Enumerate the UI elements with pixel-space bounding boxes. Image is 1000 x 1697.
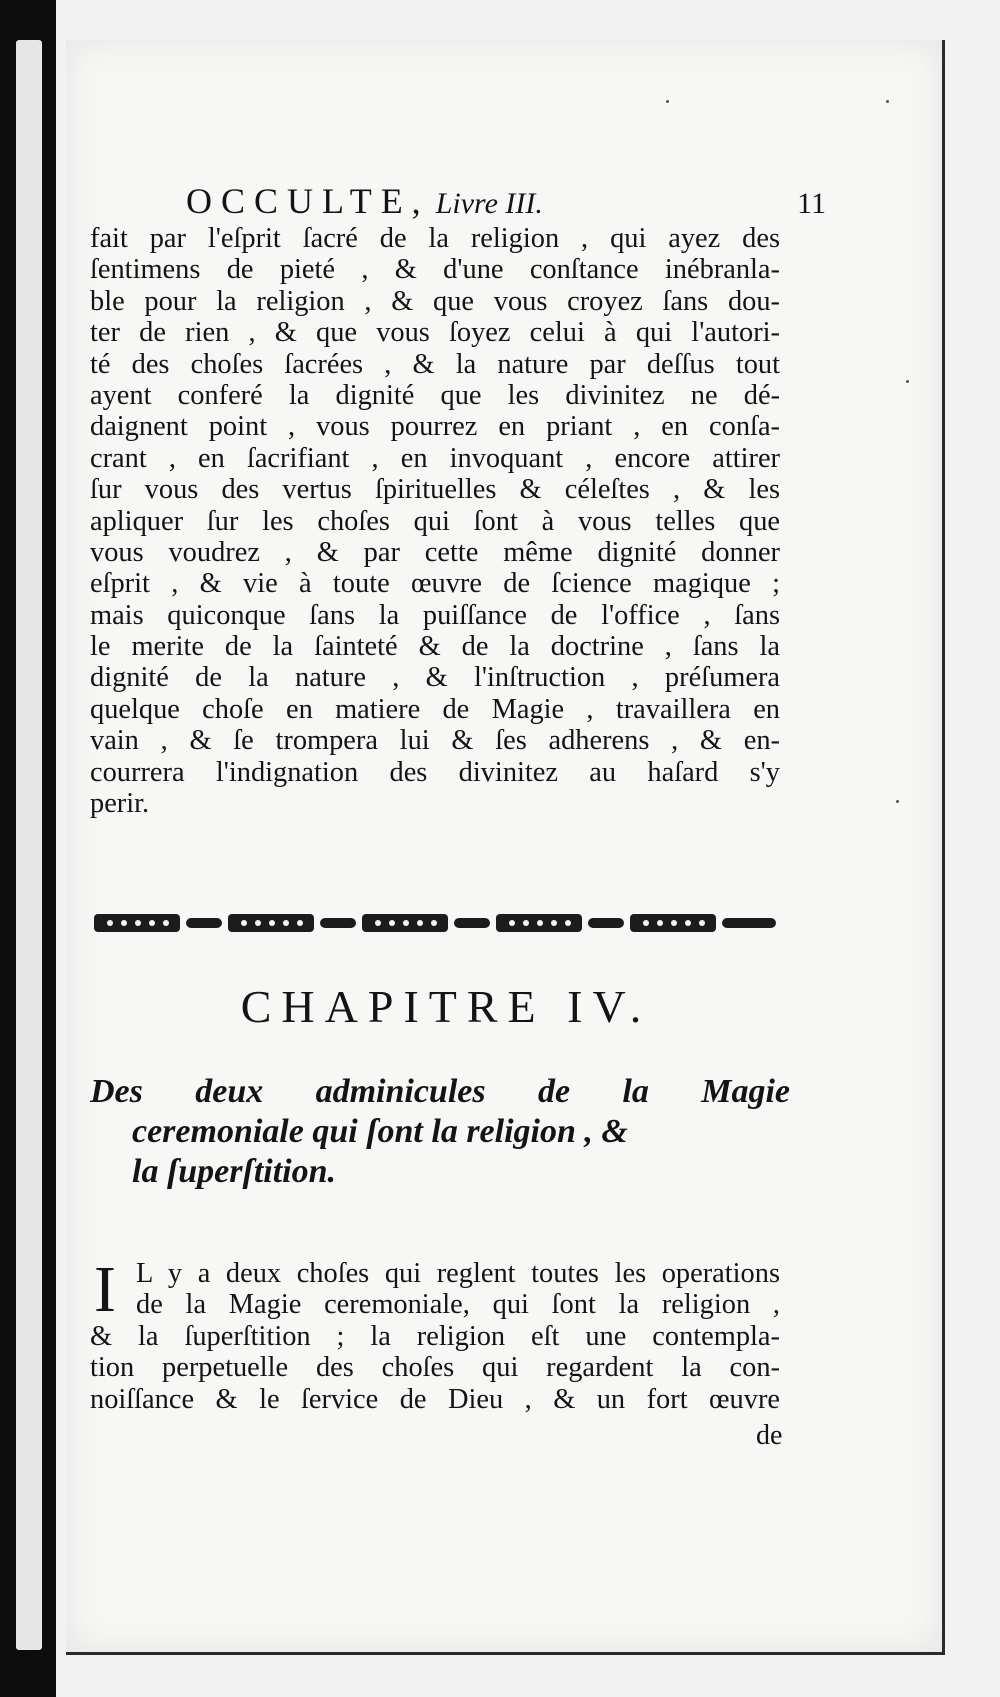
text-line: dignité de la nature , & l'inſtruction , préſumera [90,662,780,694]
chapter-title: CHAPITRE IV. [240,981,652,1032]
ornamental-divider [90,908,780,938]
book-label: Livre III. [435,187,543,220]
text-line: ter de rien , & que vous ſoyez celui à qui l'autori- [90,317,780,349]
text-line: tion perpetuelle des choſes qui regardent la con- [90,1352,780,1384]
chapter-subtitle [90,1072,790,1192]
text-line: apliquer ſur les choſes qui ſont à vous telles que [90,505,780,537]
text-line: vous voudrez , & par cette même dignité donner [90,536,780,568]
text-line: de la Magie ceremoniale, qui ſont la religion , [136,1289,780,1321]
text-line: eſprit , & vie à toute œuvre de ſcience magique ; [90,568,780,600]
text-line: ſur vous des vertus ſpirituelles & céleſtes , & les [90,474,780,506]
drop-capital: I [94,1253,116,1326]
page-number: 11 [797,187,826,220]
subtitle-line: ceremoniale qui ſont la religion , & [132,1113,628,1150]
paper-speck [896,800,899,803]
text-line: té des choſes ſacrées , & la nature par deſſus tout [90,348,780,380]
text-line: quelque choſe en matiere de Magie , travaillera en [90,693,780,725]
body-paragraph [90,223,780,819]
facing-page-edge [16,40,42,1650]
text-line: crant , en ſacrifiant , en invoquant , encore attirer [90,442,780,474]
text-line: daignent point , vous pourrez en priant , en conſa- [90,411,780,443]
text-line: fait par l'eſprit ſacré de la religion , qui ayez des [90,223,780,254]
text-line: vain , & ſe trompera lui & ſes adherens , & en- [90,725,780,757]
paper-speck [886,100,889,103]
running-title: OCCULTE, [186,181,430,221]
book-page [66,40,945,1655]
text-line: noiſſance & le ſervice de Dieu , & un fort œuvre [90,1383,780,1415]
subtitle-line: la ſuperſtition. [132,1153,337,1190]
paper-speck [666,100,669,103]
paper-speck [906,380,909,383]
text-line: ble pour la religion , & que vous croyez ſans dou- [90,285,780,317]
text-line: L y a deux choſes qui reglent toutes les operations [136,1258,780,1289]
chapter-intro-paragraph [90,1253,780,1415]
text-line: courrera l'indignation des divinitez au haſard s'y [90,756,780,788]
text-line: le merite de la ſainteté & de la doctrine , ſans la [90,631,780,663]
text-line: perir. [90,788,150,820]
subtitle-line: Des deux adminicules de la Magie [90,1073,790,1110]
text-line: mais quiconque ſans la puiſſance de l'office , ſans [90,599,780,631]
catchword: de [756,1420,783,1451]
text-line: ayent conferé la dignité que les divinitez ne dé- [90,379,780,411]
text-line: & la ſuperſtition ; la religion eſt une contempla- [90,1320,780,1352]
text-line: ſentimens de pieté , & d'une conſtance inébranla- [90,254,780,286]
